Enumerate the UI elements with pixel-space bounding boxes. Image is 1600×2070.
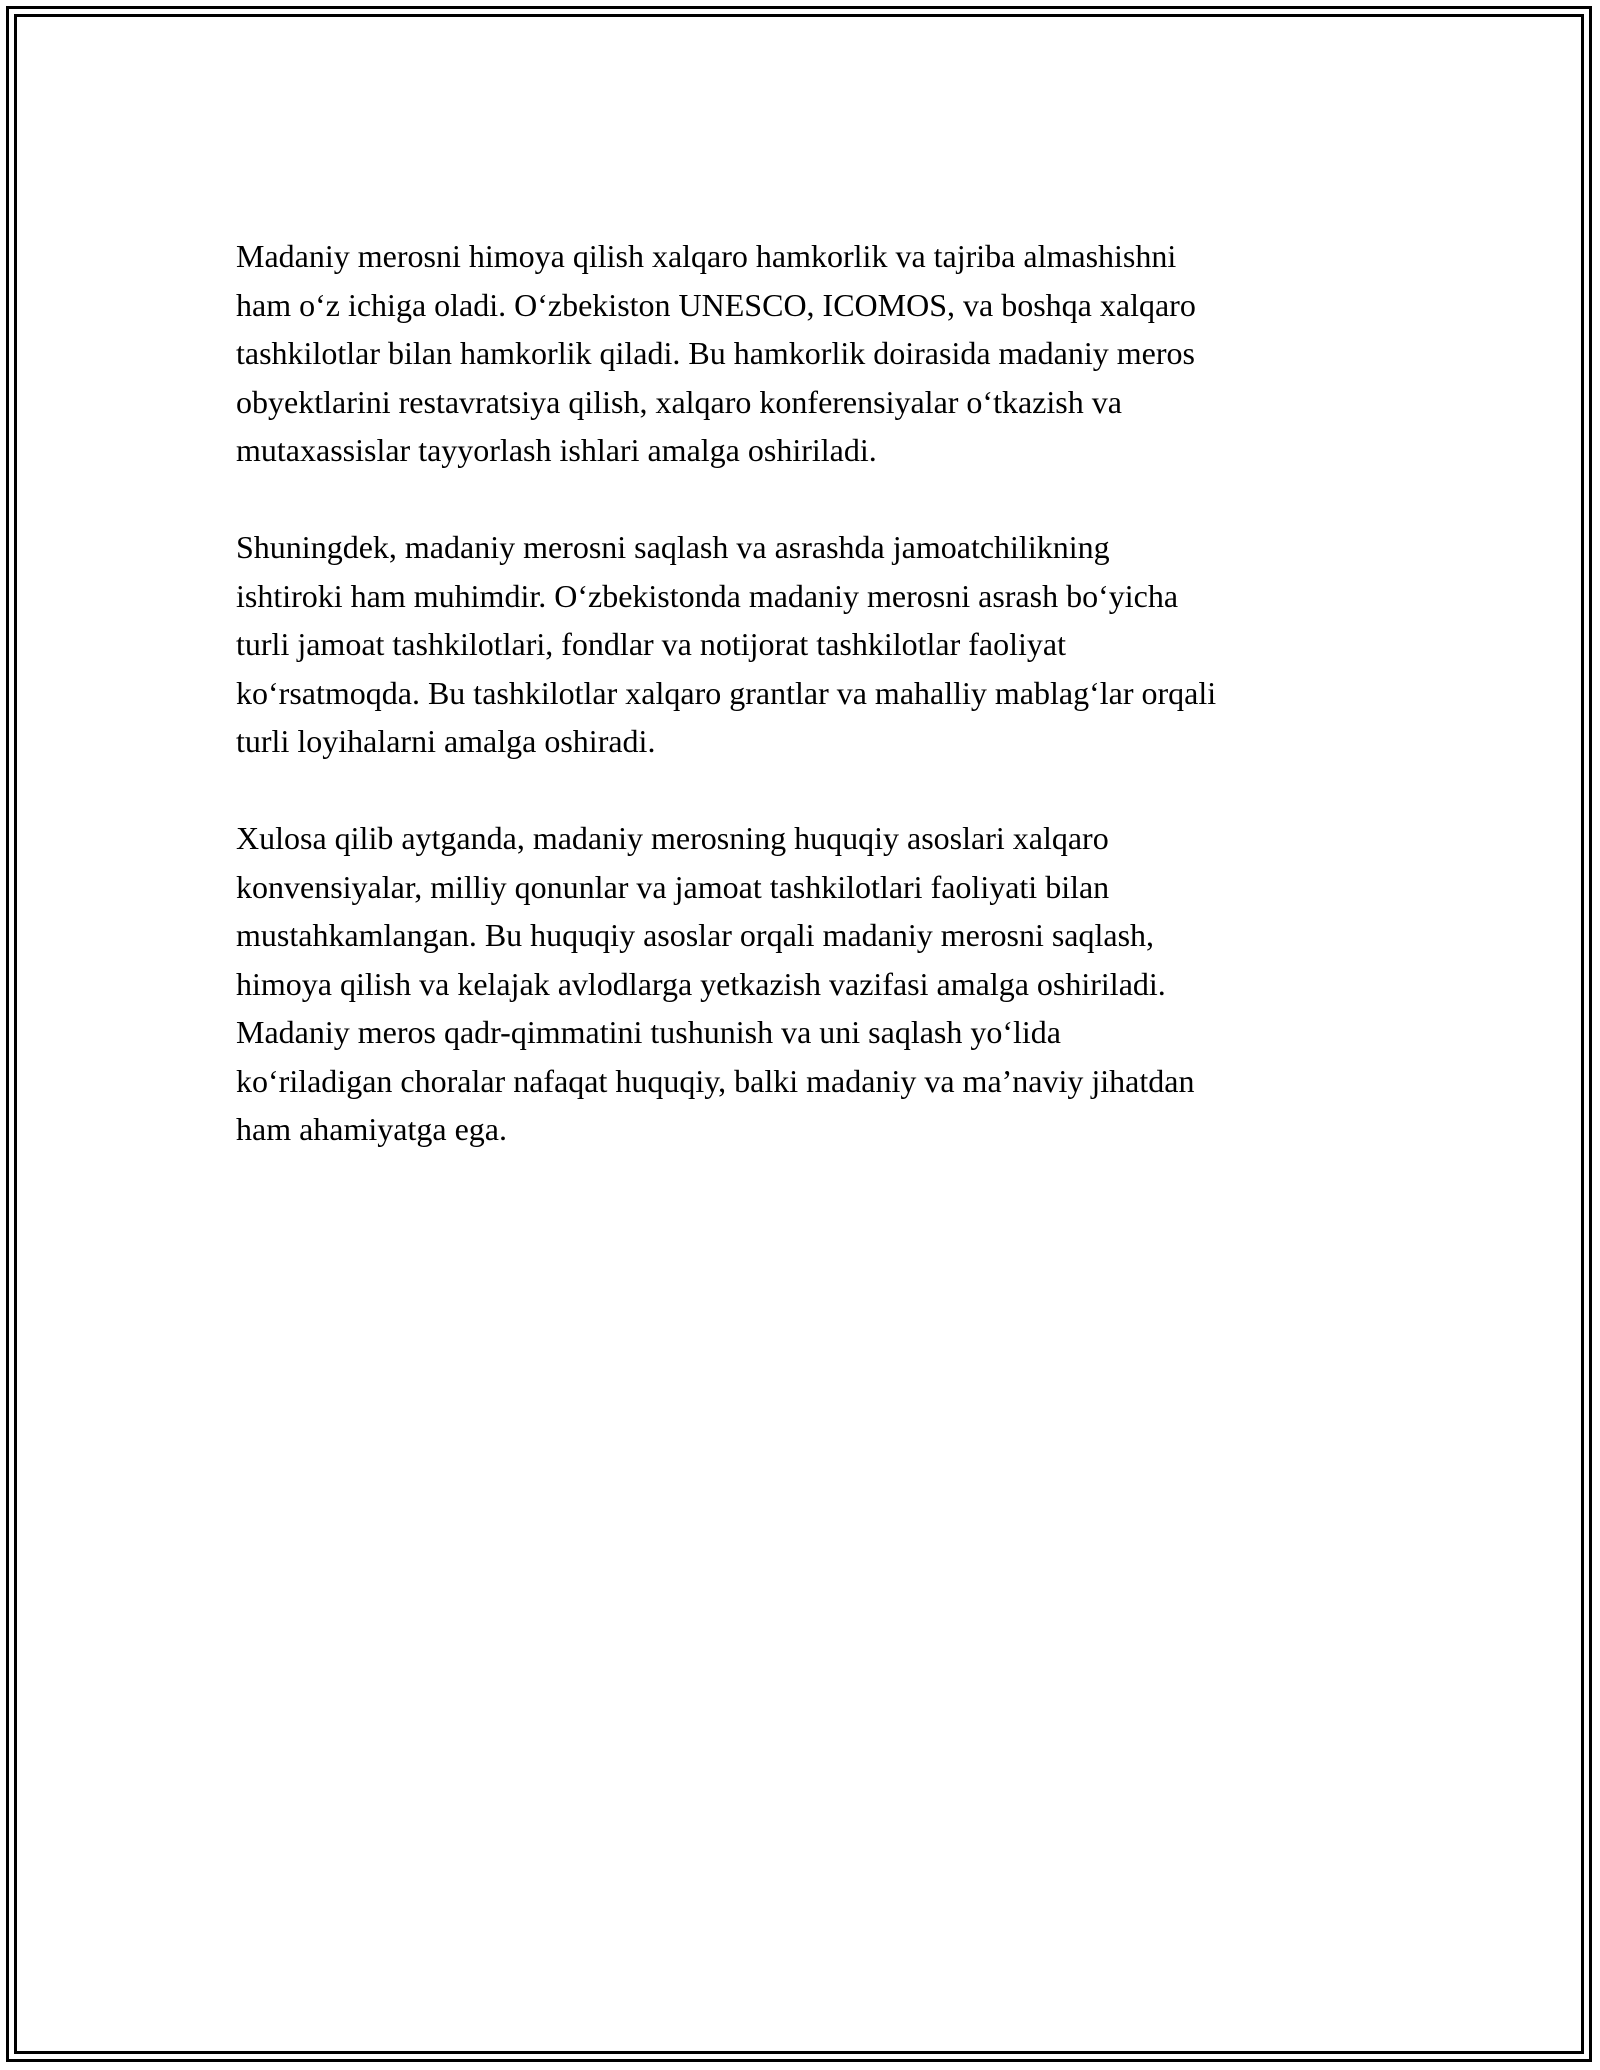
paragraph-international-cooperation: Madaniy merosni himoya qilish xalqaro hamkorlik va tajriba almashishni ham o‘z ichiga oladi. O‘zbekiston UNESCO, ICOMOS, va boshqa xalqaro tashkilotlar bilan hamkorlik qiladi. Bu hamkorlik doirasida madaniy meros obyektlarini restavratsiya qilish, xalqaro konferensiyalar o‘tkazish va mutaxassislar tayyorlash ishlari amalga oshiriladi. bbox=[236, 238, 1196, 468]
document-body bbox=[236, 232, 1386, 1202]
paragraph-conclusion: Xulosa qilib aytganda, madaniy merosning huquqiy asoslari xalqaro konvensiyalar, milliy qonunlar va jamoat tashkilotlari faoliyati bilan mustahkamlangan. Bu huquqiy asoslar orqali madaniy merosni saqlash, himoya qilish va kelajak avlodlarga yetkazish vazifasi amalga oshiriladi. Madaniy meros qadr-qimmatini tushunish va uni saqlash yo‘lida ko‘riladigan choralar nafaqat huquqiy, balki madaniy va ma’naviy jihatdan ham ahamiyatga ega. bbox=[236, 820, 1195, 1147]
paragraph-public-participation: Shuningdek, madaniy merosni saqlash va asrashda jamoatchilikning ishtiroki ham muhimdir. O‘zbekistonda madaniy merosni asrash bo‘yicha turli jamoat tashkilotlari, fondlar va notijorat tashkilotlar faoliyat ko‘rsatmoqda. Bu tashkilotlar xalqaro grantlar va mahalliy mablag‘lar orqali turli loyihalarni amalga oshiradi. bbox=[236, 529, 1217, 759]
